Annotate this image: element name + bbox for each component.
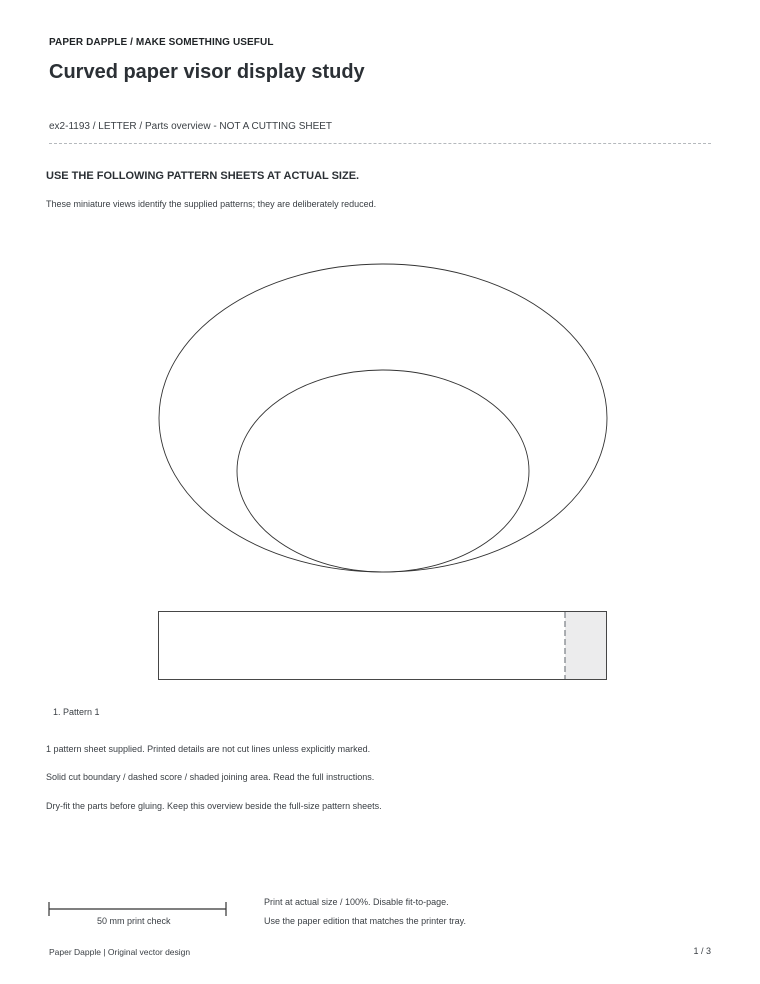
pattern-caption: 1. Pattern 1 xyxy=(53,707,100,717)
instructions-heading: USE THE FOLLOWING PATTERN SHEETS AT ACTUAL SIZE. xyxy=(46,170,360,182)
instructions-note: These miniature views identify the supplied patterns; they are deliberately reduced. xyxy=(46,199,377,209)
inner-visor-piece xyxy=(237,370,529,572)
outer-visor-piece xyxy=(159,264,607,572)
page-title: Curved paper visor display study xyxy=(49,61,365,83)
note-legend: Solid cut boundary / dashed score / shaded joining area. Read the full instructions. xyxy=(46,772,375,782)
brand-line: PAPER DAPPLE / MAKE SOMETHING USEFUL xyxy=(49,37,274,48)
scale-label: 50 mm print check xyxy=(97,916,171,926)
paper-instruction: Use the paper edition that matches the printer tray. xyxy=(264,916,466,926)
page-number: 1 / 3 xyxy=(693,946,711,956)
band-strip-piece xyxy=(159,612,607,680)
print-instruction: Print at actual size / 100%. Disable fit-to-page. xyxy=(264,897,449,907)
scale-bar xyxy=(49,902,226,916)
note-sheets: 1 pattern sheet supplied. Printed details are not cut lines unless explicitly marked. xyxy=(46,744,371,754)
footer-credit: Paper Dapple | Original vector design xyxy=(49,947,191,957)
glue-tab-area xyxy=(565,611,607,679)
note-dry-fit: Dry-fit the parts before gluing. Keep this overview beside the full-size pattern sheets. xyxy=(46,801,382,811)
sheet-meta: ex2-1193 / LETTER / Parts overview - NOT A CUTTING SHEET xyxy=(49,121,333,132)
